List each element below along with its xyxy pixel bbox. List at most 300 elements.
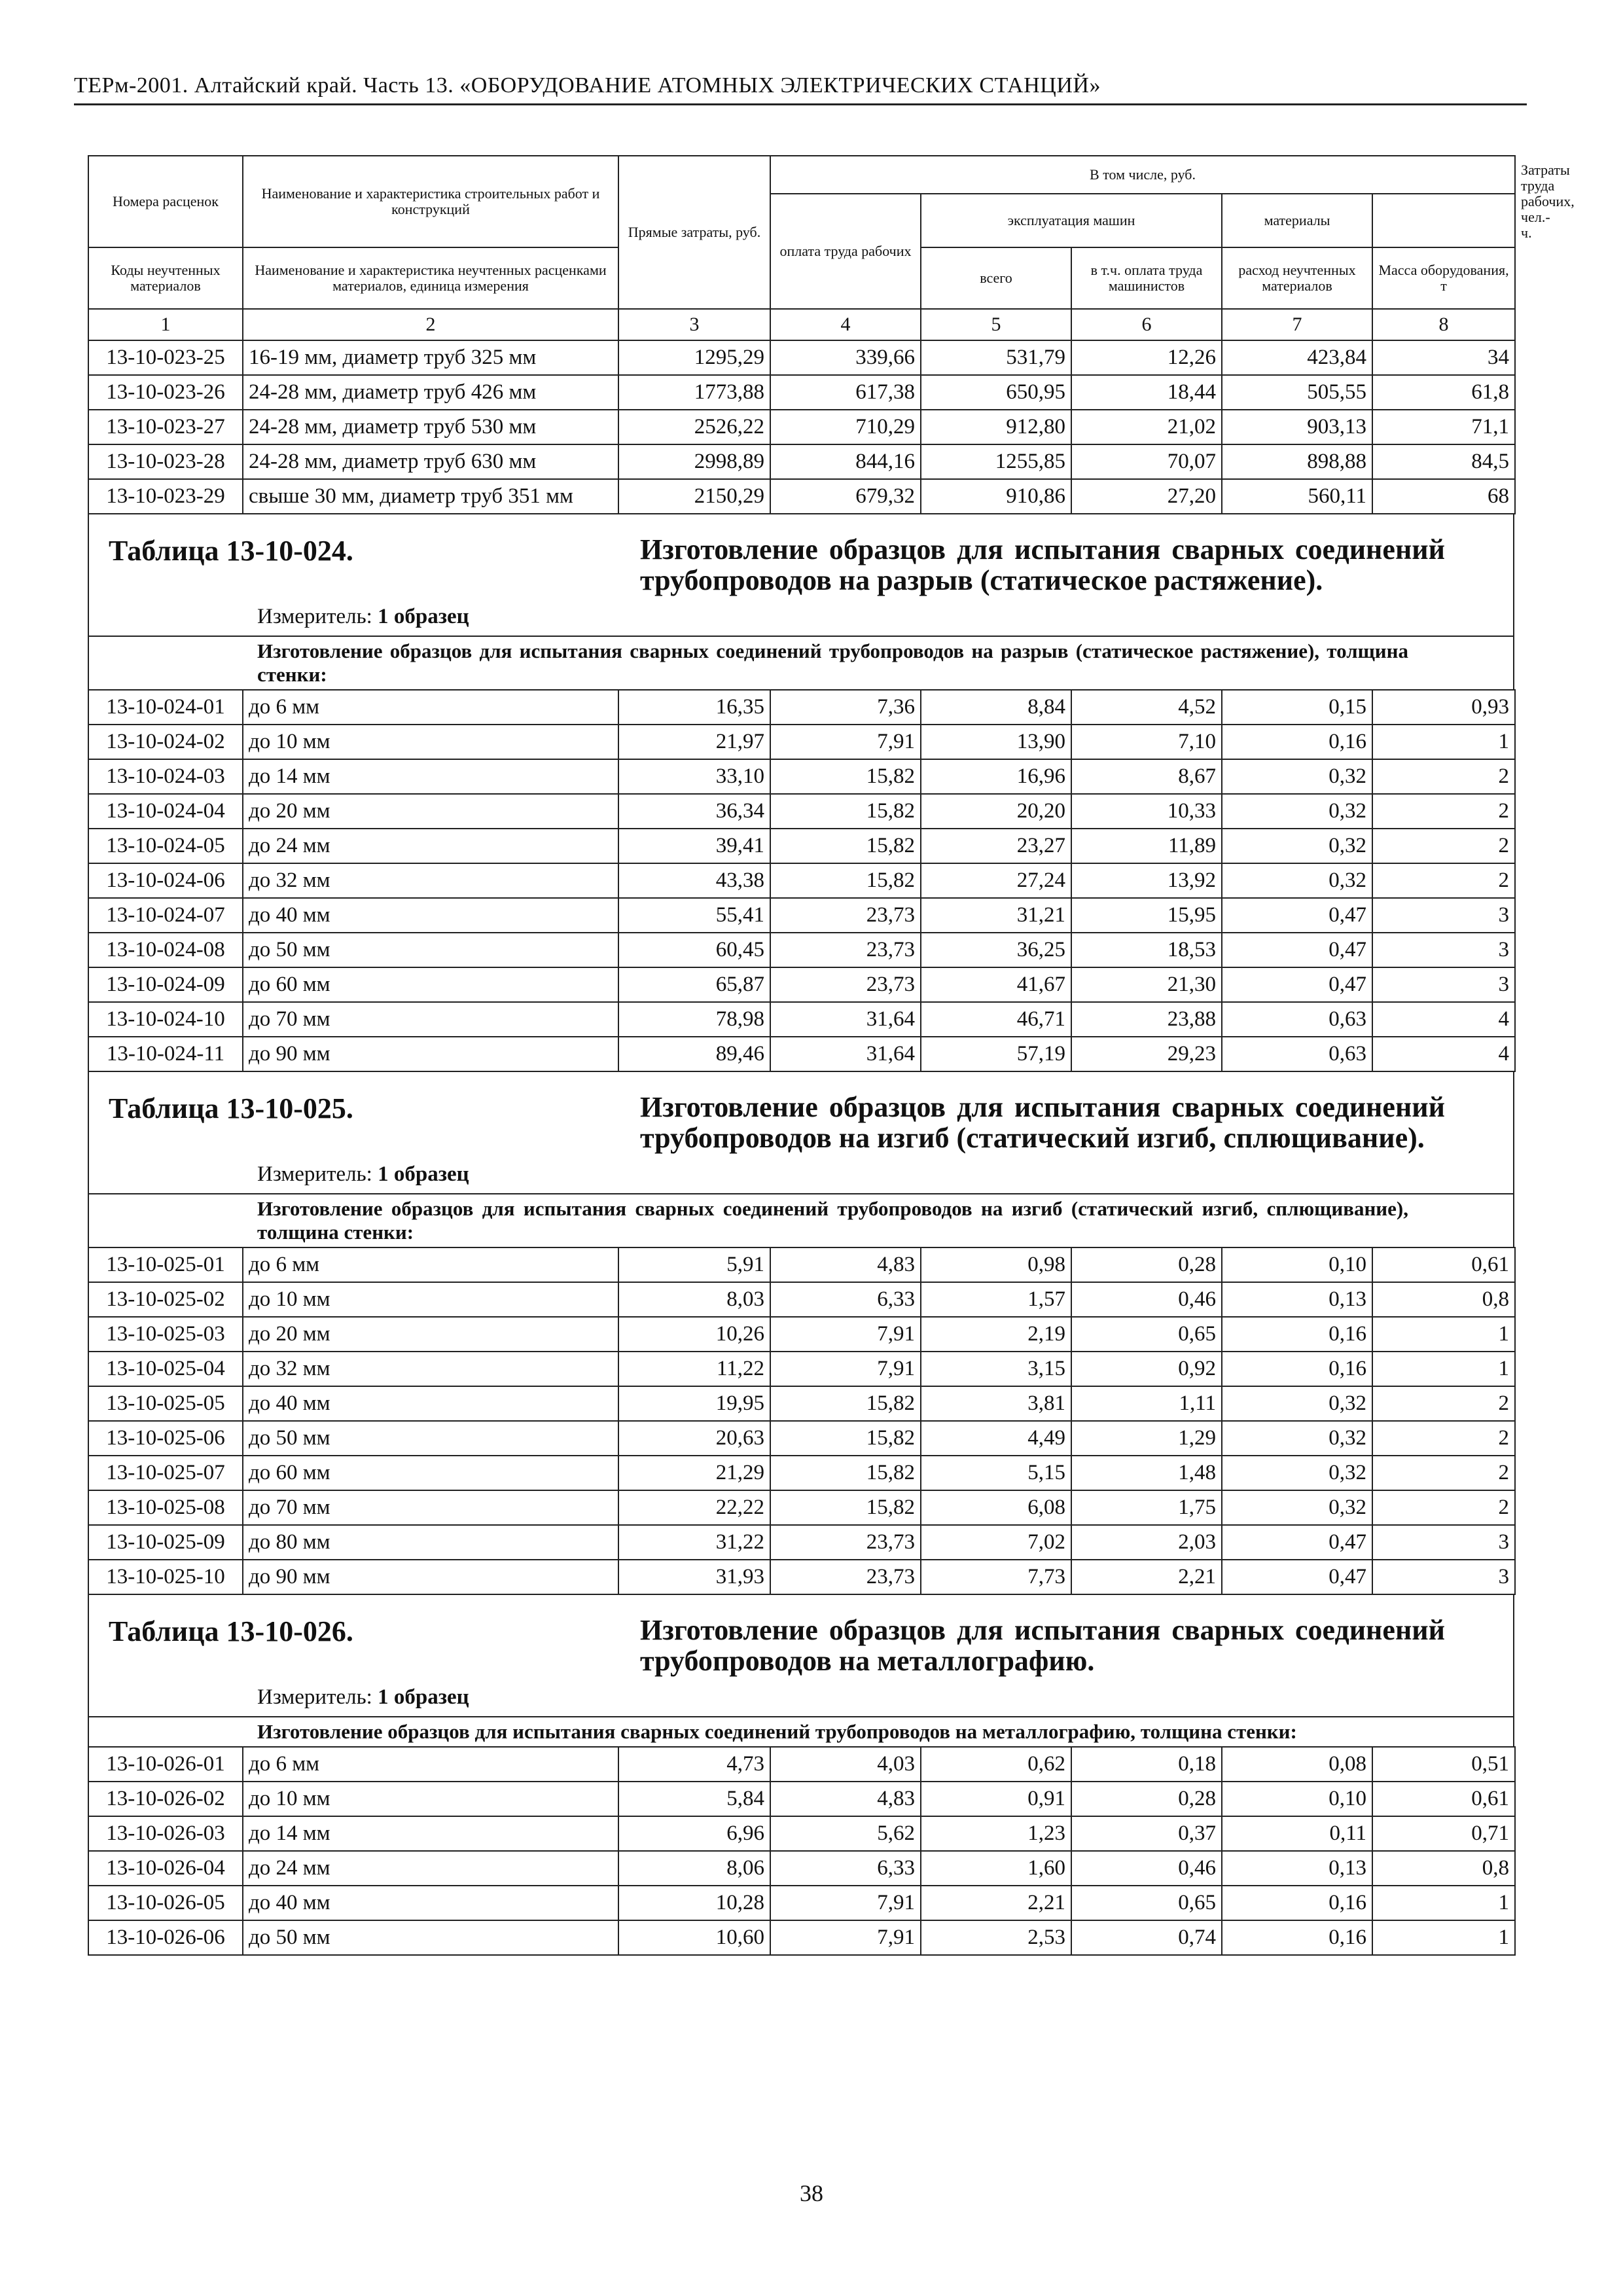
machines-total: 2,53: [921, 1920, 1071, 1955]
rate-name: до 50 мм: [243, 933, 618, 967]
machines-total: 46,71: [921, 1002, 1071, 1037]
labor-costs: 2: [1372, 1421, 1515, 1456]
worker-pay: 23,73: [770, 933, 921, 967]
table-025-number: Таблица 13-10-025.: [109, 1092, 353, 1124]
worker-pay: 4,83: [770, 1782, 921, 1816]
direct-costs: 10,60: [618, 1920, 770, 1955]
rate-code: 13-10-025-08: [88, 1490, 243, 1525]
table-024-section: [88, 514, 1514, 636]
machines-total: 2,19: [921, 1317, 1071, 1352]
machines-total: 16,96: [921, 759, 1071, 794]
materials-cost: 0,63: [1222, 1002, 1372, 1037]
machinist-pay: 12,26: [1071, 340, 1222, 375]
rate-code: 13-10-023-27: [88, 410, 243, 444]
materials-cost: 505,55: [1222, 375, 1372, 410]
rate-name: до 90 мм: [243, 1037, 618, 1071]
rate-name: до 80 мм: [243, 1525, 618, 1560]
table-row: [88, 444, 1515, 479]
rate-code: 13-10-026-02: [88, 1782, 243, 1816]
rate-name: до 10 мм: [243, 725, 618, 759]
labor-costs: 0,61: [1372, 1782, 1515, 1816]
direct-costs: 16,35: [618, 690, 770, 725]
direct-costs: 2150,29: [618, 479, 770, 514]
labor-costs: 0,71: [1372, 1816, 1515, 1851]
worker-pay: 15,82: [770, 1386, 921, 1421]
table-row: [88, 1002, 1515, 1037]
worker-pay: 15,82: [770, 1456, 921, 1490]
direct-costs: 33,10: [618, 759, 770, 794]
materials-cost: 0,16: [1222, 1920, 1372, 1955]
rate-name: до 32 мм: [243, 863, 618, 898]
labor-costs: 71,1: [1372, 410, 1515, 444]
worker-pay: 15,82: [770, 759, 921, 794]
rate-name: 24-28 мм, диаметр труб 630 мм: [243, 444, 618, 479]
direct-costs: 22,22: [618, 1490, 770, 1525]
hdr-unaccounted-consumption: расход неучтенных материалов: [1222, 247, 1372, 309]
table-row: [88, 1782, 1515, 1816]
direct-costs: 1773,88: [618, 375, 770, 410]
hdr-total: всего: [921, 247, 1071, 309]
machines-total: 1255,85: [921, 444, 1071, 479]
rate-code: 13-10-025-07: [88, 1456, 243, 1490]
machinist-pay: 1,75: [1071, 1490, 1222, 1525]
machines-total: 3,15: [921, 1352, 1071, 1386]
rate-code: 13-10-024-10: [88, 1002, 243, 1037]
table-024-title: Изготовление образцов для испытания сварных соединений трубопроводов на разрыв (статическое растяжение).: [640, 533, 1445, 596]
machines-total: 31,21: [921, 898, 1071, 933]
materials-cost: 0,47: [1222, 898, 1372, 933]
direct-costs: 20,63: [618, 1421, 770, 1456]
labor-costs: 0,8: [1372, 1282, 1515, 1317]
machines-total: 27,24: [921, 863, 1071, 898]
worker-pay: 7,36: [770, 690, 921, 725]
rate-code: 13-10-025-09: [88, 1525, 243, 1560]
table-026-title: Изготовление образцов для испытания сварных соединений трубопроводов на металлографию.: [640, 1614, 1445, 1677]
machines-total: 912,80: [921, 410, 1071, 444]
machinist-pay: 0,65: [1071, 1886, 1222, 1920]
rate-name: до 60 мм: [243, 1456, 618, 1490]
machinist-pay: 1,48: [1071, 1456, 1222, 1490]
table-row: [88, 1247, 1515, 1282]
direct-costs: 10,26: [618, 1317, 770, 1352]
table-026-description: Изготовление образцов для испытания сварных соединений трубопроводов на металлографию, толщина стенки:: [88, 1716, 1514, 1746]
table-row: [88, 1317, 1515, 1352]
materials-cost: 0,16: [1222, 1886, 1372, 1920]
direct-costs: 36,34: [618, 794, 770, 829]
materials-cost: 898,88: [1222, 444, 1372, 479]
worker-pay: 617,38: [770, 375, 921, 410]
meter-value: 1 образец: [378, 1685, 469, 1709]
worker-pay: 5,62: [770, 1816, 921, 1851]
col-number: 2: [243, 309, 618, 340]
labor-costs: 3: [1372, 933, 1515, 967]
col-number: 3: [618, 309, 770, 340]
direct-costs: 19,95: [618, 1386, 770, 1421]
rate-name: до 90 мм: [243, 1560, 618, 1594]
machinist-pay: 18,44: [1071, 375, 1222, 410]
table-row: [88, 1851, 1515, 1886]
hdr-work-name: Наименование и характеристика строительных работ и конструкций: [243, 156, 618, 247]
column-numbers-row: [88, 309, 1515, 340]
table-row: [88, 1037, 1515, 1071]
rate-name: до 50 мм: [243, 1920, 618, 1955]
rate-name: 16-19 мм, диаметр труб 325 мм: [243, 340, 618, 375]
rate-code: 13-10-025-01: [88, 1247, 243, 1282]
rate-code: 13-10-025-04: [88, 1352, 243, 1386]
worker-pay: 7,91: [770, 1317, 921, 1352]
direct-costs: 21,97: [618, 725, 770, 759]
worker-pay: 6,33: [770, 1282, 921, 1317]
table-row: [88, 1886, 1515, 1920]
direct-costs: 10,28: [618, 1886, 770, 1920]
materials-cost: 0,47: [1222, 1525, 1372, 1560]
labor-costs: 3: [1372, 967, 1515, 1002]
table-row: [88, 375, 1515, 410]
worker-pay: 23,73: [770, 967, 921, 1002]
table-026-number: Таблица 13-10-026.: [109, 1615, 353, 1647]
labor-costs: 1: [1372, 1920, 1515, 1955]
rate-name: до 6 мм: [243, 1747, 618, 1782]
worker-pay: 23,73: [770, 1560, 921, 1594]
machines-total: 20,20: [921, 794, 1071, 829]
rate-name: до 40 мм: [243, 898, 618, 933]
table-row: [88, 1421, 1515, 1456]
rate-code: 13-10-023-28: [88, 444, 243, 479]
meter-label: Измеритель:: [257, 1685, 372, 1709]
rate-code: 13-10-025-05: [88, 1386, 243, 1421]
materials-cost: 0,13: [1222, 1851, 1372, 1886]
materials-cost: 0,16: [1222, 1352, 1372, 1386]
worker-pay: 4,03: [770, 1747, 921, 1782]
materials-cost: 0,32: [1222, 794, 1372, 829]
table-row: [88, 1352, 1515, 1386]
machinist-pay: 8,67: [1071, 759, 1222, 794]
machinist-pay: 0,18: [1071, 1747, 1222, 1782]
machinist-pay: 0,65: [1071, 1317, 1222, 1352]
machines-total: 3,81: [921, 1386, 1071, 1421]
labor-costs: 3: [1372, 1560, 1515, 1594]
rate-code: 13-10-024-11: [88, 1037, 243, 1071]
labor-costs: 2: [1372, 1490, 1515, 1525]
header-table: Номера расценок Наименование и характеристика строительных работ и конструкций Прямые затраты, руб. В том числе, руб. Затраты труда рабочих, чел.-ч. оплата труда рабочих эксплуатация машин материалы Коды неучтенных материалов Наименование и характеристика неучтенных расценками материалов, единица измерения всего в т.ч. оплата труда машинистов расход неучтенных материалов Масса оборудования, т 1 2 3 4 5 6 7 8 13-10-023-25 16-19 мм, диаметр труб 325 мм 1295,29 339,66 531,79 12,26 423,84 34 13-10-023-26 24-28 мм, диаметр труб 426 мм 1773,88 617,38 650,95 18,44 505,55 61,8 13-10-023-27 24-28 мм, диаметр труб 530 мм 2526,22 710,29 912,80 21,02 903,13 71,1 13-10-023-28 24-28 мм, диаметр труб 630 мм 2998,89 844,16 1255,85 70,07 898,88 84,5 13-10-023-29 свыше 30 мм, диаметр труб 351 мм 2150,29 679,32 910,86 27,20 560,11 68: [88, 155, 1516, 514]
table-row: [88, 479, 1515, 514]
table-row: [88, 1560, 1515, 1594]
table-025-description: Изготовление образцов для испытания сварных соединений трубопроводов на изгиб (статический изгиб, сплющивание), толщина стенки:: [88, 1193, 1514, 1247]
table-025-section: [88, 1072, 1514, 1193]
machinist-pay: 0,37: [1071, 1816, 1222, 1851]
rate-name: 24-28 мм, диаметр труб 426 мм: [243, 375, 618, 410]
table-026: [88, 1746, 1516, 1956]
machinist-pay: 21,30: [1071, 967, 1222, 1002]
materials-cost: 0,16: [1222, 725, 1372, 759]
table-026-meter: [89, 1676, 1513, 1716]
meter-value: 1 образец: [378, 1162, 469, 1186]
materials-cost: 0,47: [1222, 933, 1372, 967]
worker-pay: 15,82: [770, 1421, 921, 1456]
machinist-pay: 1,11: [1071, 1386, 1222, 1421]
table-024-number: Таблица 13-10-024.: [109, 535, 353, 567]
rate-code: 13-10-023-26: [88, 375, 243, 410]
table-026-section: [88, 1595, 1514, 1716]
table-row: [88, 794, 1515, 829]
worker-pay: 4,83: [770, 1247, 921, 1282]
direct-costs: 8,03: [618, 1282, 770, 1317]
worker-pay: 15,82: [770, 863, 921, 898]
labor-costs: 1: [1372, 1886, 1515, 1920]
rate-code: 13-10-024-08: [88, 933, 243, 967]
machines-total: 650,95: [921, 375, 1071, 410]
table-row: [88, 1816, 1515, 1851]
rate-code: 13-10-026-01: [88, 1747, 243, 1782]
hdr-unaccounted-name: Наименование и характеристика неучтенных расценками материалов, единица измерения: [243, 247, 618, 309]
worker-pay: 7,91: [770, 1920, 921, 1955]
direct-costs: 78,98: [618, 1002, 770, 1037]
hdr-rate-numbers: Номера расценок: [88, 156, 243, 247]
machinist-pay: 0,46: [1071, 1851, 1222, 1886]
labor-costs: 0,51: [1372, 1747, 1515, 1782]
machines-total: 0,91: [921, 1782, 1071, 1816]
labor-costs: 4: [1372, 1002, 1515, 1037]
worker-pay: 7,91: [770, 1886, 921, 1920]
hdr-including: В том числе, руб.: [770, 156, 1515, 194]
direct-costs: 2526,22: [618, 410, 770, 444]
materials-cost: 0,32: [1222, 1456, 1372, 1490]
worker-pay: 15,82: [770, 1490, 921, 1525]
table-row: [88, 863, 1515, 898]
materials-cost: 560,11: [1222, 479, 1372, 514]
rate-code: 13-10-025-06: [88, 1421, 243, 1456]
machinist-pay: 4,52: [1071, 690, 1222, 725]
direct-costs: 65,87: [618, 967, 770, 1002]
machinist-pay: 0,28: [1071, 1247, 1222, 1282]
direct-costs: 2998,89: [618, 444, 770, 479]
materials-cost: 0,08: [1222, 1747, 1372, 1782]
rate-name: до 10 мм: [243, 1282, 618, 1317]
labor-costs: 2: [1372, 759, 1515, 794]
labor-costs: 4: [1372, 1037, 1515, 1071]
col-number: 1: [88, 309, 243, 340]
table-row: [88, 1525, 1515, 1560]
direct-costs: 5,91: [618, 1247, 770, 1282]
worker-pay: 31,64: [770, 1037, 921, 1071]
labor-costs: 1: [1372, 725, 1515, 759]
labor-costs: 1: [1372, 1317, 1515, 1352]
rate-name: свыше 30 мм, диаметр труб 351 мм: [243, 479, 618, 514]
worker-pay: 7,91: [770, 725, 921, 759]
page-header: ТЕРм-2001. Алтайский край. Часть 13. «ОБОРУДОВАНИЕ АТОМНЫХ ЭЛЕКТРИЧЕСКИХ СТАНЦИЙ»: [74, 73, 1527, 105]
rate-name: до 20 мм: [243, 794, 618, 829]
rate-code: 13-10-024-06: [88, 863, 243, 898]
direct-costs: 31,22: [618, 1525, 770, 1560]
machines-total: 23,27: [921, 829, 1071, 863]
table-row: [88, 898, 1515, 933]
worker-pay: 23,73: [770, 898, 921, 933]
materials-cost: 0,47: [1222, 1560, 1372, 1594]
direct-costs: 4,73: [618, 1747, 770, 1782]
direct-costs: 39,41: [618, 829, 770, 863]
rate-name: до 70 мм: [243, 1490, 618, 1525]
worker-pay: 15,82: [770, 794, 921, 829]
worker-pay: 679,32: [770, 479, 921, 514]
labor-costs: 3: [1372, 898, 1515, 933]
labor-costs: 0,93: [1372, 690, 1515, 725]
machinist-pay: 70,07: [1071, 444, 1222, 479]
materials-cost: 0,32: [1222, 1421, 1372, 1456]
direct-costs: 8,06: [618, 1851, 770, 1886]
materials-cost: 0,16: [1222, 1317, 1372, 1352]
rate-name: до 70 мм: [243, 1002, 618, 1037]
table-025: [88, 1247, 1516, 1595]
rate-code: 13-10-025-10: [88, 1560, 243, 1594]
machines-total: 0,62: [921, 1747, 1071, 1782]
machinist-pay: 11,89: [1071, 829, 1222, 863]
machines-total: 6,08: [921, 1490, 1071, 1525]
col-number: 6: [1071, 309, 1222, 340]
rate-code: 13-10-024-03: [88, 759, 243, 794]
materials-cost: 903,13: [1222, 410, 1372, 444]
machinist-pay: 23,88: [1071, 1002, 1222, 1037]
rate-name: до 20 мм: [243, 1317, 618, 1352]
rate-code: 13-10-026-04: [88, 1851, 243, 1886]
direct-costs: 55,41: [618, 898, 770, 933]
rate-name: до 14 мм: [243, 1816, 618, 1851]
table-row: [88, 690, 1515, 725]
machinist-pay: 18,53: [1071, 933, 1222, 967]
table-row: [88, 967, 1515, 1002]
table-row: [88, 410, 1515, 444]
machines-total: 7,02: [921, 1525, 1071, 1560]
labor-costs: 0,8: [1372, 1851, 1515, 1886]
table-row: [88, 1747, 1515, 1782]
machines-total: 41,67: [921, 967, 1071, 1002]
materials-cost: 0,32: [1222, 863, 1372, 898]
machinist-pay: 0,92: [1071, 1352, 1222, 1386]
labor-costs: 2: [1372, 1386, 1515, 1421]
table-row: [88, 1490, 1515, 1525]
rate-code: 13-10-023-25: [88, 340, 243, 375]
worker-pay: 23,73: [770, 1525, 921, 1560]
rows-023: [88, 340, 1515, 514]
table-row: [88, 1456, 1515, 1490]
rate-name: до 40 мм: [243, 1386, 618, 1421]
machinist-pay: 2,03: [1071, 1525, 1222, 1560]
rate-code: 13-10-026-03: [88, 1816, 243, 1851]
hdr-unaccounted-codes: Коды неучтенных материалов: [88, 247, 243, 309]
rate-name: 24-28 мм, диаметр труб 530 мм: [243, 410, 618, 444]
rate-name: до 24 мм: [243, 829, 618, 863]
table-row: [88, 759, 1515, 794]
table-025-title: Изготовление образцов для испытания сварных соединений трубопроводов на изгиб (статический изгиб, сплющивание).: [640, 1091, 1445, 1154]
rate-name: до 6 мм: [243, 690, 618, 725]
worker-pay: 7,91: [770, 1352, 921, 1386]
table-row: [88, 933, 1515, 967]
machines-total: 910,86: [921, 479, 1071, 514]
rates-document: [88, 155, 1575, 1956]
machinist-pay: 2,21: [1071, 1560, 1222, 1594]
worker-pay: 339,66: [770, 340, 921, 375]
materials-cost: 0,32: [1222, 1386, 1372, 1421]
hdr-equipment-mass: Масса оборудования, т: [1372, 247, 1515, 309]
machines-total: 36,25: [921, 933, 1071, 967]
materials-cost: 0,32: [1222, 1490, 1372, 1525]
labor-costs: 68: [1372, 479, 1515, 514]
labor-costs: 84,5: [1372, 444, 1515, 479]
direct-costs: 5,84: [618, 1782, 770, 1816]
rate-code: 13-10-023-29: [88, 479, 243, 514]
machines-total: 4,49: [921, 1421, 1071, 1456]
materials-cost: 0,15: [1222, 690, 1372, 725]
rate-name: до 24 мм: [243, 1851, 618, 1886]
meter-label: Измеритель:: [257, 1162, 372, 1186]
col-number: 5: [921, 309, 1071, 340]
materials-cost: 0,10: [1222, 1247, 1372, 1282]
worker-pay: 6,33: [770, 1851, 921, 1886]
direct-costs: 31,93: [618, 1560, 770, 1594]
machines-total: 531,79: [921, 340, 1071, 375]
machines-total: 5,15: [921, 1456, 1071, 1490]
table-row: [88, 1282, 1515, 1317]
labor-costs: 2: [1372, 1456, 1515, 1490]
labor-costs: 0,61: [1372, 1247, 1515, 1282]
labor-costs: 2: [1372, 829, 1515, 863]
worker-pay: 710,29: [770, 410, 921, 444]
rate-code: 13-10-024-05: [88, 829, 243, 863]
labor-costs: 2: [1372, 863, 1515, 898]
direct-costs: 21,29: [618, 1456, 770, 1490]
rate-name: до 60 мм: [243, 967, 618, 1002]
materials-cost: 423,84: [1222, 340, 1372, 375]
rate-name: до 50 мм: [243, 1421, 618, 1456]
materials-cost: 0,32: [1222, 759, 1372, 794]
table-row: [88, 340, 1515, 375]
machines-total: 1,57: [921, 1282, 1071, 1317]
worker-pay: 15,82: [770, 829, 921, 863]
rate-name: до 10 мм: [243, 1782, 618, 1816]
rate-name: до 14 мм: [243, 759, 618, 794]
table-row: [88, 1386, 1515, 1421]
col-number: 4: [770, 309, 921, 340]
hdr-materials: материалы: [1222, 194, 1372, 247]
direct-costs: 89,46: [618, 1037, 770, 1071]
machines-total: 57,19: [921, 1037, 1071, 1071]
table-025-meter: [89, 1153, 1513, 1193]
direct-costs: 1295,29: [618, 340, 770, 375]
rate-code: 13-10-025-02: [88, 1282, 243, 1317]
rate-code: 13-10-026-06: [88, 1920, 243, 1955]
machines-total: 8,84: [921, 690, 1071, 725]
direct-costs: 11,22: [618, 1352, 770, 1386]
materials-cost: 0,63: [1222, 1037, 1372, 1071]
rate-code: 13-10-024-07: [88, 898, 243, 933]
machines-total: 13,90: [921, 725, 1071, 759]
machinist-pay: 15,95: [1071, 898, 1222, 933]
hdr-direct-costs: Прямые затраты, руб.: [618, 156, 770, 309]
hdr-worker-pay: оплата труда рабочих: [770, 194, 921, 309]
direct-costs: 60,45: [618, 933, 770, 967]
col-number: 8: [1372, 309, 1515, 340]
machinist-pay: 0,28: [1071, 1782, 1222, 1816]
machines-total: 0,98: [921, 1247, 1071, 1282]
machinist-pay: 10,33: [1071, 794, 1222, 829]
rate-code: 13-10-024-04: [88, 794, 243, 829]
machinist-pay: 0,46: [1071, 1282, 1222, 1317]
table-024-description: Изготовление образцов для испытания сварных соединений трубопроводов на разрыв (статическое растяжение), толщина стенки:: [88, 636, 1514, 689]
table-row: [88, 1920, 1515, 1955]
machinist-pay: 21,02: [1071, 410, 1222, 444]
machinist-pay: 29,23: [1071, 1037, 1222, 1071]
rate-code: 13-10-025-03: [88, 1317, 243, 1352]
page-number: 38: [800, 2180, 823, 2206]
